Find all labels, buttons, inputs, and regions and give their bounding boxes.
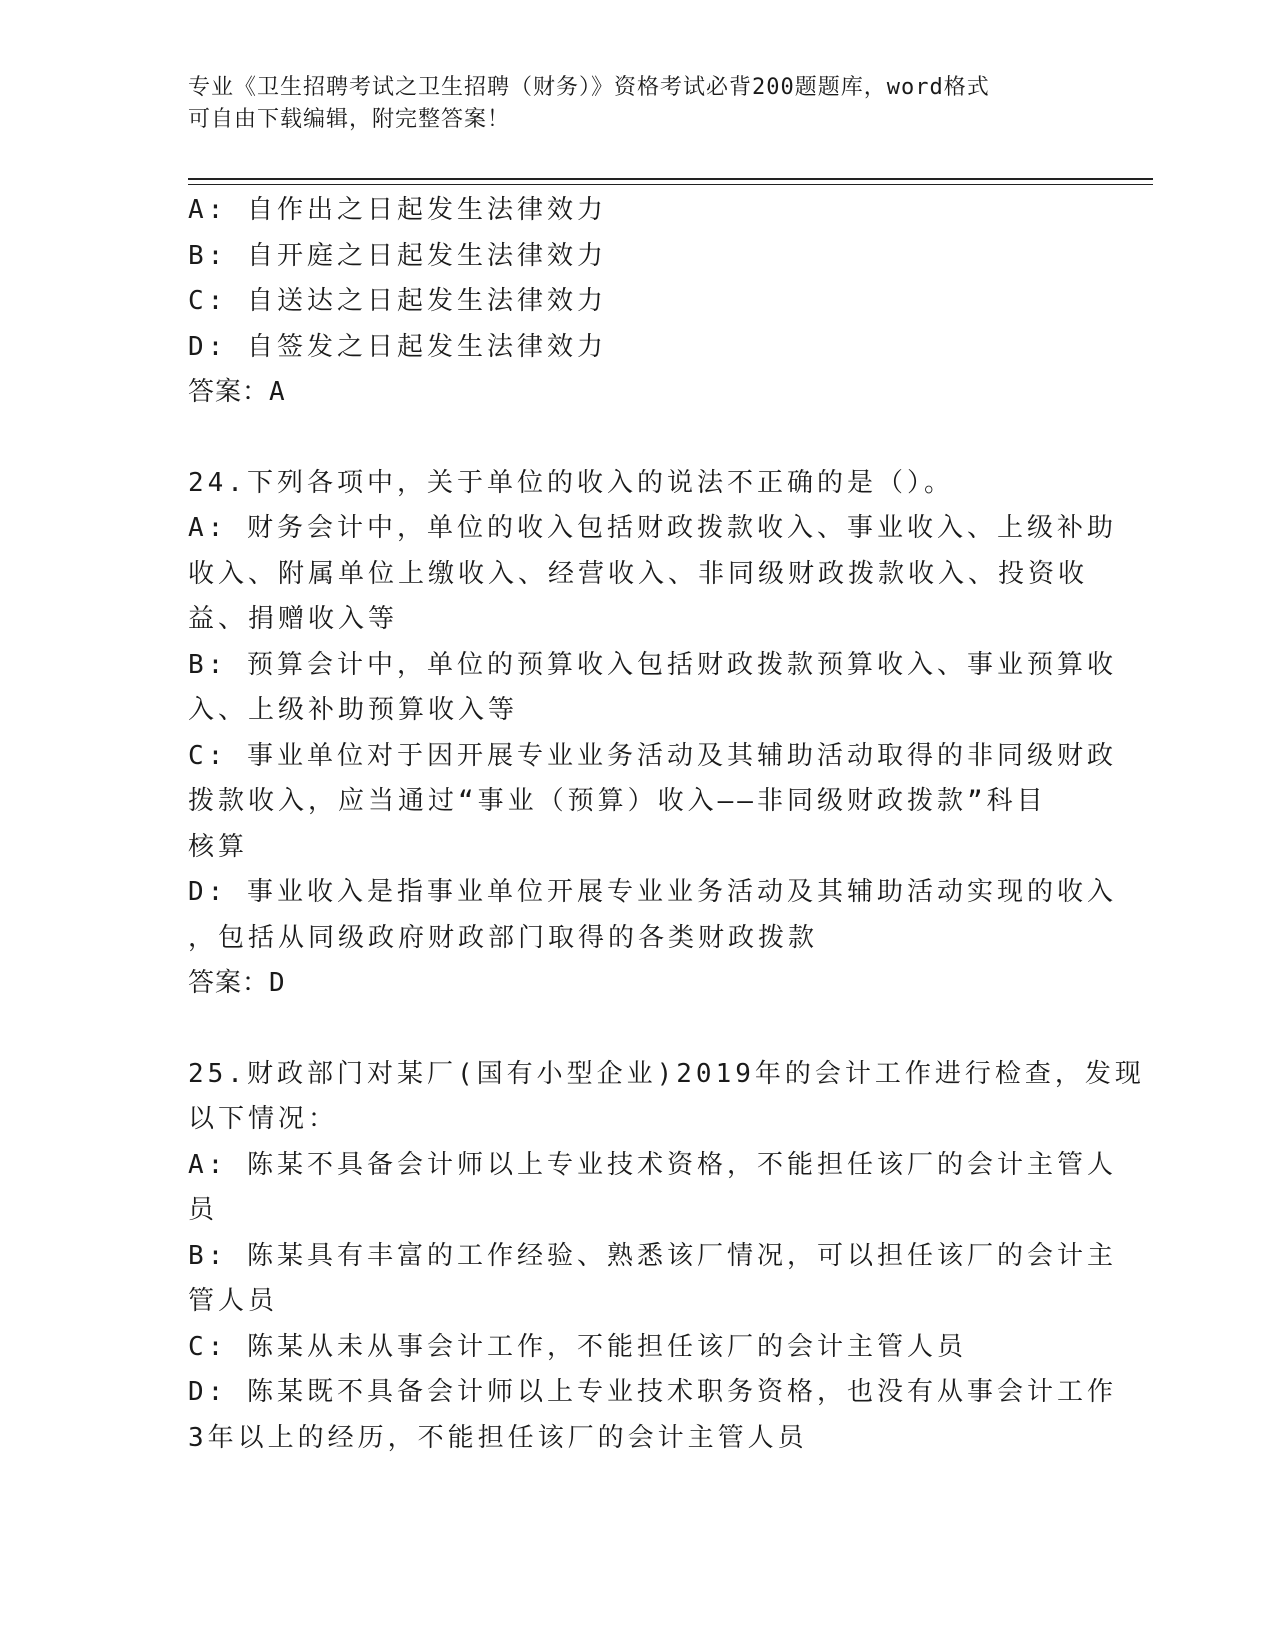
option-line: 收入、附属单位上缴收入、经营收入、非同级财政拨款收入、投资收 [188, 558, 1089, 589]
option-line: D: 陈某既不具备会计师以上专业技术职务资格，也没有从事会计工作 [188, 1377, 1117, 1407]
option-line: 员 [188, 1195, 219, 1225]
spacer [188, 416, 1078, 461]
option-a: A: 自作出之日起发生法律效力 [188, 195, 607, 225]
option-line: 益、捐赠收入等 [188, 604, 399, 634]
question-text: 以下情况： [188, 1104, 339, 1134]
option-line: 核算 [188, 831, 249, 862]
header-line-1: 专业《卫生招聘考试之卫生招聘（财务）》资格考试必背200题题库，word格式 [188, 75, 990, 100]
option-b: B: 自开庭之日起发生法律效力 [188, 240, 607, 271]
option-d: D: 自签发之日起发生法律效力 [188, 331, 607, 362]
option-line: 管人员 [188, 1286, 279, 1316]
document-body [188, 188, 1145, 1461]
option-line: C: 陈某从未从事会计工作，不能担任该厂的会计主管人员 [188, 1331, 967, 1362]
option-line: ，包括从同级政府财政部门取得的各类财政拨款 [188, 922, 819, 953]
option-line: B: 预算会计中，单位的预算收入包括财政拨款预算收入、事业预算收 [188, 649, 1117, 680]
header-divider-thick [188, 178, 1153, 180]
option-line: A: 陈某不具备会计师以上专业技术资格，不能担任该厂的会计主管人 [188, 1149, 1117, 1180]
answer-text: 答案：D [188, 968, 286, 998]
question-text: 25.财政部门对某厂(国有小型企业)2019年的会计工作进行检查，发现 [188, 1058, 1145, 1089]
header-divider-thin [188, 184, 1153, 185]
option-line: C: 事业单位对于因开展专业业务活动及其辅助活动取得的非同级财政 [188, 740, 1117, 771]
option-line: 拨款收入，应当通过“事业（预算）收入——非同级财政拨款”科目 [188, 786, 1047, 816]
option-line: B: 陈某具有丰富的工作经验、熟悉该厂情况，可以担任该厂的会计主 [188, 1240, 1117, 1271]
question-25-block [188, 1052, 1145, 1462]
spacer [188, 1007, 1078, 1052]
option-line: D: 事业收入是指事业单位开展专业业务活动及其辅助活动实现的收入 [188, 877, 1117, 907]
option-line: 入、上级补助预算收入等 [188, 695, 519, 725]
option-line: 3年以上的经历，不能担任该厂的会计主管人员 [188, 1422, 808, 1453]
answer-text: 答案：A [188, 377, 286, 407]
question-23-block [188, 188, 1078, 416]
question-text: 24.下列各项中，关于单位的收入的说法不正确的是（）。 [188, 467, 954, 498]
header-line-2: 可自由下载编辑，附完整答案！ [188, 107, 511, 132]
question-24-block [188, 461, 1117, 1007]
option-c: C: 自送达之日起发生法律效力 [188, 286, 607, 316]
option-line: A: 财务会计中，单位的收入包括财政拨款收入、事业收入、上级补助 [188, 513, 1117, 543]
document-header [188, 72, 1088, 136]
